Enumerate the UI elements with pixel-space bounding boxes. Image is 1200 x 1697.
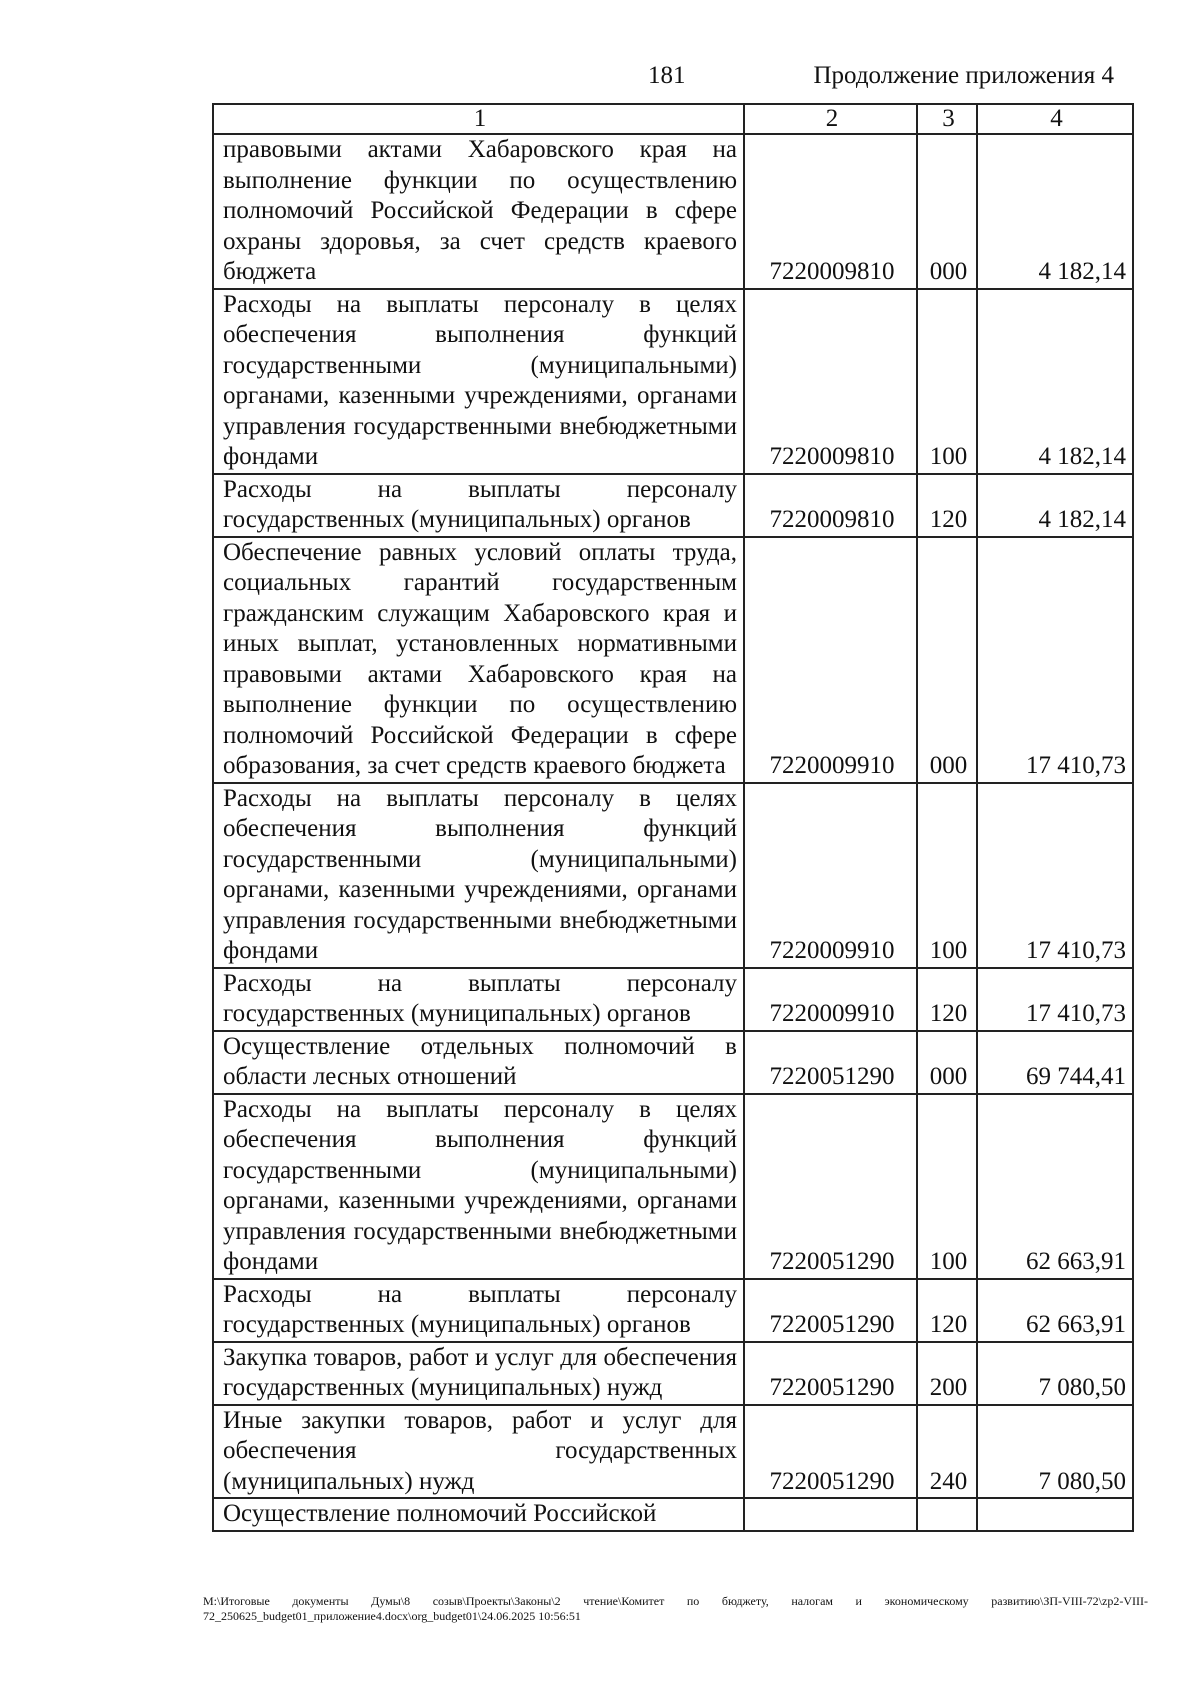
row-description: Расходы на выплаты персоналу в целях обеспечения выполнения функций государственными (муниципальными) органами, казенными учреждениями, органами управления государственными внебюджетными фондами <box>213 289 744 474</box>
column-header: 2 <box>744 104 917 134</box>
amount: 17 410,73 <box>977 968 1133 1031</box>
expense-type-code <box>917 1498 977 1531</box>
amount: 7 080,50 <box>977 1342 1133 1405</box>
budget-table <box>212 103 1134 1532</box>
target-article-code: 7220009910 <box>744 537 917 783</box>
table-row <box>213 289 1133 474</box>
row-description: правовыми актами Хабаровского края на выполнение функции по осуществлению полномочий Российской Федерации в сфере охраны здоровья, за счет средств краевого бюджета <box>213 134 744 289</box>
target-article-code: 7220051290 <box>744 1279 917 1342</box>
column-header: 4 <box>977 104 1133 134</box>
expense-type-code: 100 <box>917 1094 977 1279</box>
expense-type-code: 240 <box>917 1405 977 1499</box>
document-path-footer: M:\Итоговые документы Думы\8 созыв\Проекты\Законы\2 чтение\Комитет по бюджету, налогам и экономическому развитию\ЗП-VIII-72\zp2-VIII-72_250625_budget01_приложение4.docx\org_budget01\24.06.2025 10:56:51 <box>203 1594 1148 1623</box>
table-row <box>213 783 1133 968</box>
amount: 17 410,73 <box>977 537 1133 783</box>
table-row <box>213 474 1133 537</box>
expense-type-code: 100 <box>917 783 977 968</box>
table-row <box>213 134 1133 289</box>
amount: 62 663,91 <box>977 1094 1133 1279</box>
target-article-code: 7220009810 <box>744 289 917 474</box>
expense-type-code: 000 <box>917 537 977 783</box>
amount: 4 182,14 <box>977 474 1133 537</box>
table-row <box>213 1405 1133 1499</box>
amount: 7 080,50 <box>977 1405 1133 1499</box>
expense-type-code: 200 <box>917 1342 977 1405</box>
expense-type-code: 120 <box>917 968 977 1031</box>
table-row <box>213 1498 1133 1531</box>
row-description: Расходы на выплаты персоналу государственных (муниципальных) органов <box>213 1279 744 1342</box>
row-description: Расходы на выплаты персоналу государственных (муниципальных) органов <box>213 474 744 537</box>
target-article-code: 7220009810 <box>744 474 917 537</box>
expense-type-code: 120 <box>917 1279 977 1342</box>
target-article-code: 7220051290 <box>744 1094 917 1279</box>
page-number: 181 <box>648 62 686 89</box>
table-row <box>213 968 1133 1031</box>
expense-type-code: 000 <box>917 134 977 289</box>
amount <box>977 1498 1133 1531</box>
table-row <box>213 537 1133 783</box>
row-description: Расходы на выплаты персоналу в целях обеспечения выполнения функций государственными (муниципальными) органами, казенными учреждениями, органами управления государственными внебюджетными фондами <box>213 783 744 968</box>
row-description: Расходы на выплаты персоналу государственных (муниципальных) органов <box>213 968 744 1031</box>
row-description: Осуществление отдельных полномочий в области лесных отношений <box>213 1031 744 1094</box>
target-article-code: 7220051290 <box>744 1342 917 1405</box>
table-row <box>213 1279 1133 1342</box>
target-article-code: 7220009810 <box>744 134 917 289</box>
row-description: Обеспечение равных условий оплаты труда, социальных гарантий государственным гражданским служащим Хабаровского края и иных выплат, установленных нормативными правовыми актами Хабаровского края на выполнение функции по осуществлению полномочий Российской Федерации в сфере образования, за счет средств краевого бюджета <box>213 537 744 783</box>
target-article-code: 7220009910 <box>744 783 917 968</box>
expense-type-code: 000 <box>917 1031 977 1094</box>
amount: 4 182,14 <box>977 134 1133 289</box>
table-header-row <box>213 104 1133 134</box>
expense-type-code: 100 <box>917 289 977 474</box>
row-description: Иные закупки товаров, работ и услуг для обеспечения государственных (муниципальных) нужд <box>213 1405 744 1499</box>
continuation-label: Продолжение приложения 4 <box>813 62 1114 89</box>
row-description: Расходы на выплаты персоналу в целях обеспечения выполнения функций государственными (муниципальными) органами, казенными учреждениями, органами управления государственными внебюджетными фондами <box>213 1094 744 1279</box>
amount: 4 182,14 <box>977 289 1133 474</box>
table-row <box>213 1342 1133 1405</box>
amount: 17 410,73 <box>977 783 1133 968</box>
row-description: Осуществление полномочий Российской <box>213 1498 744 1531</box>
table-row <box>213 1031 1133 1094</box>
target-article-code <box>744 1498 917 1531</box>
expense-type-code: 120 <box>917 474 977 537</box>
target-article-code: 7220051290 <box>744 1405 917 1499</box>
amount: 69 744,41 <box>977 1031 1133 1094</box>
column-header: 1 <box>213 104 744 134</box>
target-article-code: 7220051290 <box>744 1031 917 1094</box>
table-row <box>213 1094 1133 1279</box>
row-description: Закупка товаров, работ и услуг для обеспечения государственных (муниципальных) нужд <box>213 1342 744 1405</box>
column-header: 3 <box>917 104 977 134</box>
target-article-code: 7220009910 <box>744 968 917 1031</box>
amount: 62 663,91 <box>977 1279 1133 1342</box>
